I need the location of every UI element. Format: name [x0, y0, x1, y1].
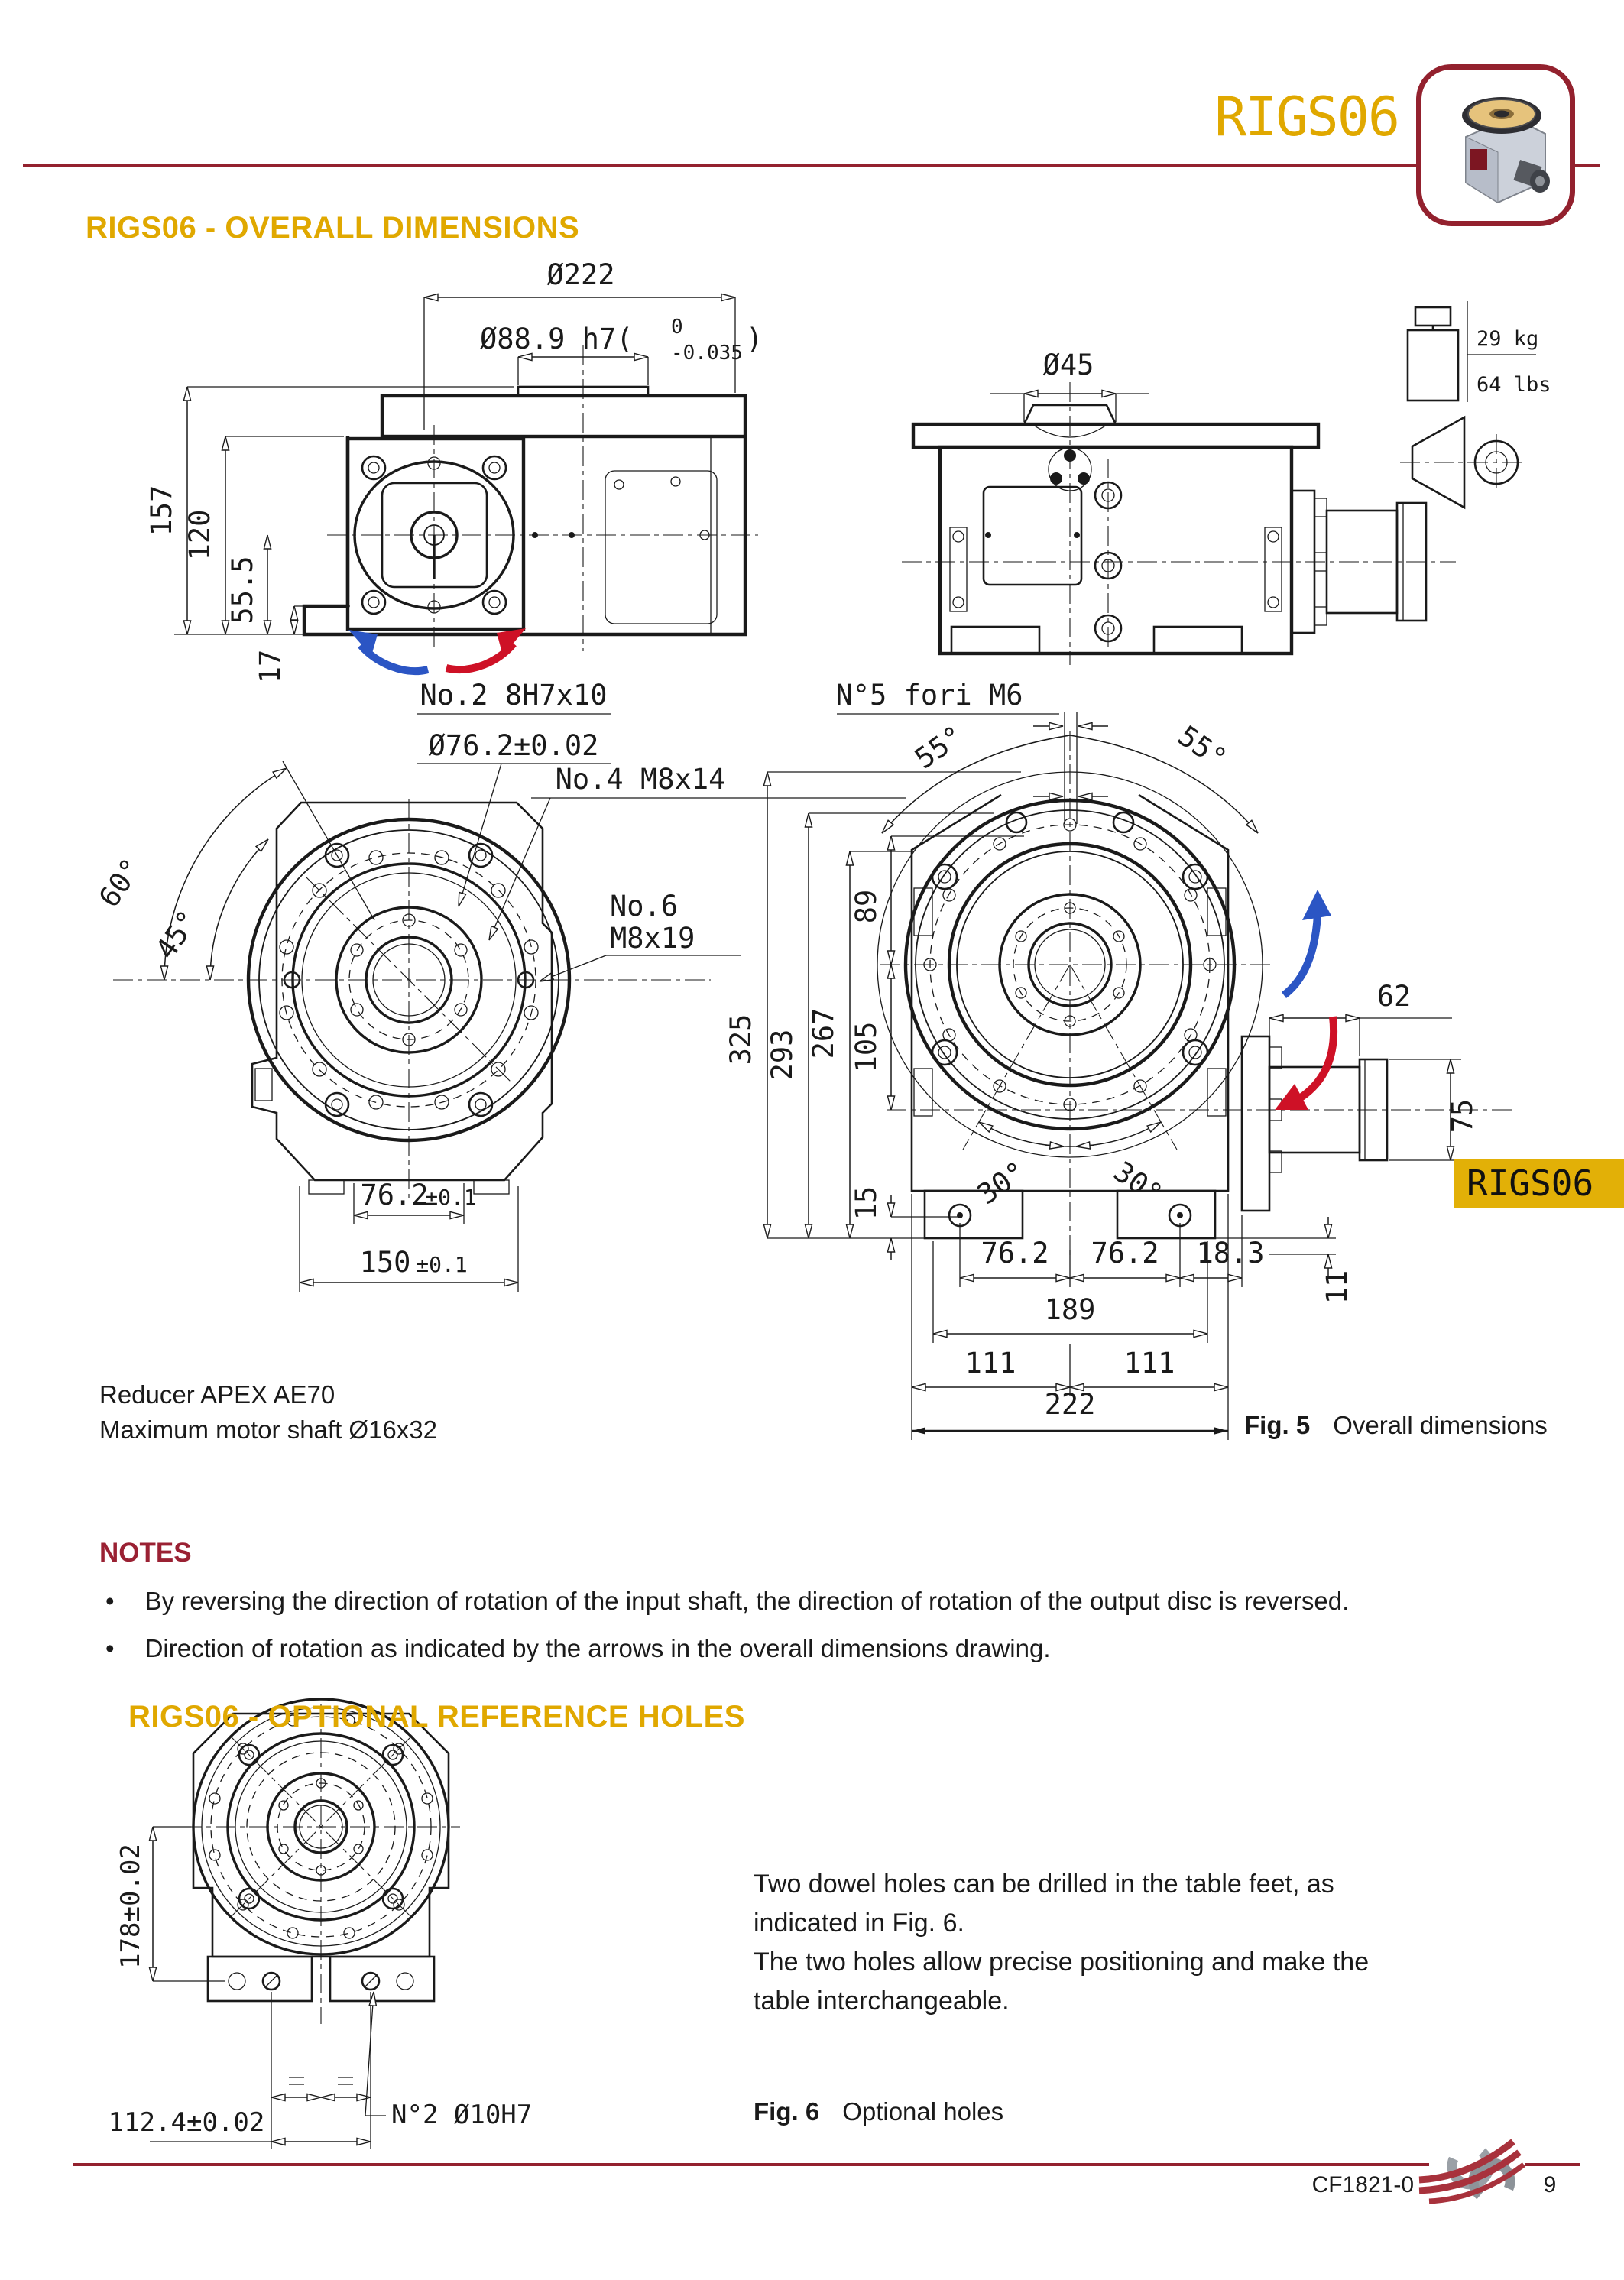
reducer-line2: Maximum motor shaft Ø16x32 — [99, 1416, 437, 1444]
page-header-title: RIGS06 — [1214, 86, 1399, 148]
paragraph-line: indicated in Fig. 6. — [754, 1909, 964, 1938]
product-photo — [1421, 70, 1570, 221]
paragraph-line: Two dowel holes can be drilled in the table feet, as — [754, 1870, 1334, 1899]
notes-list — [105, 1587, 1565, 1663]
fig5-caption — [1244, 1411, 1548, 1440]
dimension-label: ) — [746, 323, 763, 355]
dimension-label: 60° — [92, 852, 149, 913]
dimension-label: 76.2 — [981, 1237, 1049, 1270]
dimension-label: 30° — [971, 1154, 1032, 1211]
fig6-paragraph — [754, 1865, 1369, 2021]
dimension-label: 105 — [850, 1021, 883, 1073]
dimension-label: 0 — [671, 316, 683, 339]
dimension-label: N°5 fori M6 — [835, 679, 1023, 712]
dimension-label: ±0.1 — [425, 1185, 477, 1210]
paragraph-line: table interchangeable. — [754, 1986, 1010, 2016]
dimension-label: 55.5 — [226, 556, 259, 624]
fig5-dimension-labels — [92, 258, 1551, 1421]
dimension-label: 150 — [359, 1246, 411, 1279]
dimension-label: Ø45 — [1042, 349, 1094, 381]
reducer-note — [99, 1377, 437, 1448]
dimension-label: Ø222 — [546, 258, 615, 291]
paragraph-line: The two holes allow precise positioning and make the — [754, 1948, 1370, 1977]
dimension-label: 178±0.02 — [115, 1844, 146, 1969]
dimension-label: 55° — [1172, 718, 1233, 776]
cw-arrow-icon — [1275, 1017, 1334, 1110]
fig5-caption-label: Fig. 5 — [1244, 1411, 1311, 1439]
note-item — [105, 1634, 1565, 1663]
reducer-line1: Reducer APEX AE70 — [99, 1380, 335, 1409]
fig6-front-view — [150, 1699, 460, 2149]
dimension-label: No.2 8H7x10 — [420, 679, 608, 712]
fig6-caption — [754, 2097, 1003, 2126]
bullet-icon: • — [105, 1587, 115, 1615]
dimension-label: 267 — [807, 1007, 840, 1059]
dimension-label: 189 — [1044, 1293, 1096, 1326]
notes-heading: NOTES — [99, 1538, 192, 1568]
footer-rule — [73, 2163, 1580, 2166]
dimension-label: 11 — [1321, 1270, 1353, 1305]
note-text: By reversing the direction of rotation of the input shaft, the direction of rotation of the output disc is reversed. — [144, 1587, 1350, 1615]
ccw-arrow-icon — [1284, 890, 1331, 995]
dimension-label: 75 — [1446, 1098, 1479, 1134]
dimension-label: 55° — [909, 718, 970, 776]
dimension-label: 30° — [1107, 1154, 1169, 1211]
footer-document-code: CF1821-0 — [1311, 2172, 1414, 2197]
dimension-label: N°2 Ø10H7 — [391, 2100, 533, 2130]
dimension-label: 76.2 — [1091, 1237, 1159, 1270]
fig6-dimension-labels — [109, 1844, 533, 2138]
header-rule — [23, 164, 1600, 167]
fig6-caption-text: Optional holes — [842, 2097, 1004, 2126]
dimension-label: 76.2 — [360, 1179, 429, 1211]
projection-symbol-icon — [1400, 417, 1525, 508]
dimension-label: 222 — [1044, 1388, 1096, 1421]
dimension-label: 157 — [145, 485, 178, 537]
dimension-label: 111 — [964, 1347, 1016, 1380]
dimension-label: 18.3 — [1196, 1237, 1265, 1270]
weight-icon — [1408, 307, 1458, 401]
dimension-label: 15 — [850, 1185, 883, 1221]
fig5-front-view-left — [113, 761, 711, 1292]
dimension-label: 17 — [254, 649, 287, 684]
note-item — [105, 1587, 1565, 1616]
section-heading-overall: RIGS06 - OVERALL DIMENSIONS — [86, 211, 580, 245]
dimension-label: 111 — [1123, 1347, 1175, 1380]
dimension-label: ±0.1 — [416, 1252, 468, 1277]
dimension-label: 325 — [724, 1014, 757, 1065]
input-bolt-column — [1095, 459, 1121, 648]
dimension-label: 45° — [149, 904, 206, 965]
bullet-icon: • — [105, 1634, 115, 1662]
dimension-label: Ø76.2±0.02 — [428, 729, 599, 762]
dimension-label: 64 lbs — [1477, 373, 1551, 397]
dimension-label: 29 kg — [1477, 327, 1539, 351]
company-logo-icon — [1415, 2134, 1545, 2214]
fig6-caption-label: Fig. 6 — [754, 2097, 820, 2126]
dimension-label: 62 — [1376, 980, 1412, 1013]
dimension-label: No.4 M8x14 — [555, 763, 726, 796]
dimension-label: -0.035 — [671, 342, 743, 365]
side-tab: RIGS06 — [1454, 1159, 1624, 1208]
dimension-label: 89 — [850, 889, 883, 924]
dimension-label: Ø88.9 h7( — [480, 323, 634, 355]
section-heading-optional: RIGS06 - OPTIONAL REFERENCE HOLES — [128, 1700, 745, 1734]
note-text: Direction of rotation as indicated by the arrows in the overall dimensions drawing. — [144, 1634, 1051, 1662]
fig5-caption-text: Overall dimensions — [1333, 1411, 1548, 1439]
page-number: 9 — [1543, 2172, 1557, 2197]
fig5-front-view-right — [767, 712, 1512, 1440]
fig5-side-view-right — [902, 301, 1539, 665]
product-badge — [1416, 64, 1575, 226]
dimension-label: 120 — [183, 509, 216, 561]
dimension-label: No.6 — [610, 890, 679, 923]
dimension-label: M8x19 — [610, 922, 695, 955]
dimension-label: 112.4±0.02 — [108, 2107, 265, 2138]
dimension-label: 293 — [766, 1029, 799, 1081]
